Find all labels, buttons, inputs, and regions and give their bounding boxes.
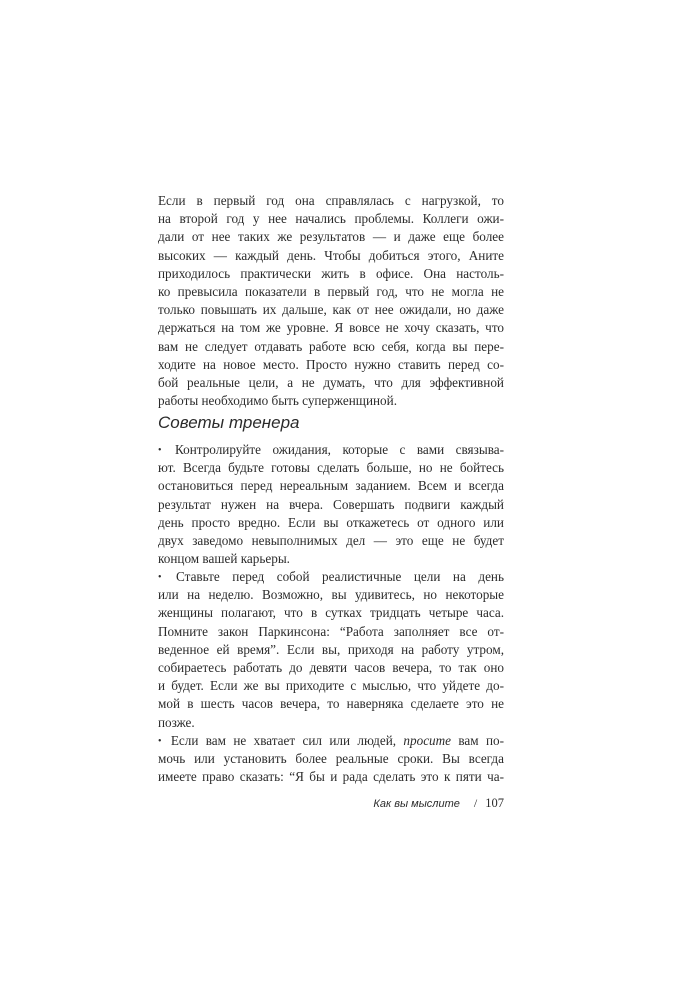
- tip-line: день просто вредно. Если вы откажетесь от одного или: [158, 514, 504, 530]
- footer-separator: /: [473, 796, 478, 810]
- tip-line: результат нужен на вчера. Совершать подвиги каждый: [158, 496, 504, 512]
- paragraph-line: на второй год у нее начались проблемы. Коллеги ожи-: [158, 211, 504, 227]
- tip-line: мой в шесть часов вечера, то наверняка сделаете это не: [158, 696, 504, 712]
- tip-text: вам по-: [451, 733, 504, 748]
- paragraph-line: высоких — каждый день. Чтобы добиться этого, Аните: [158, 247, 504, 263]
- tip-3: [158, 732, 504, 787]
- bullet-icon: •: [158, 736, 162, 747]
- running-head: Как вы мыслите: [373, 798, 460, 810]
- paragraph-line: работы необходимо быть суперженщиной.: [158, 393, 398, 409]
- tip-line: [158, 441, 504, 459]
- tip-line: [158, 568, 504, 586]
- tip-line: или на неделю. Возможно, вы удивитесь, но некоторые: [158, 587, 504, 603]
- page-number: 107: [485, 796, 504, 810]
- bullet-icon: •: [158, 445, 162, 456]
- tip-line: двух заведомо невыполнимых дел — это еще не будет: [158, 532, 504, 548]
- section-heading: Советы тренера: [158, 413, 300, 432]
- tip-line: и будет. Если же вы приходите с мыслью, что уйдете до-: [158, 678, 504, 694]
- tip-text: Ставьте перед собой реалистичные цели на день: [163, 569, 504, 584]
- paragraph-line: ходите на новое место. Просто нужно ставить перед со-: [158, 356, 504, 372]
- paragraph-line: вам не следует отдавать работе всю себя, когда вы пере-: [158, 338, 504, 354]
- paragraph-line: ко превысила показатели в первый год, что не могла не: [158, 283, 504, 299]
- bullet-icon: •: [158, 572, 162, 583]
- tip-2: [158, 568, 504, 732]
- tip-line: собираетесь работать до девяти часов вечера, то так оно: [158, 659, 504, 675]
- intro-paragraph: [158, 192, 504, 410]
- tip-line: позже.: [158, 714, 195, 730]
- paragraph-line: Если в первый год она справлялась с нагрузкой, то: [158, 193, 504, 208]
- tip-text: Если вам не хватает сил или людей,: [163, 733, 404, 748]
- paragraph-line: только повышать их дальше, как от нее ожидали, но даже: [158, 302, 504, 318]
- tip-line: мочь или установить более реальные сроки. Вы всегда: [158, 751, 504, 767]
- paragraph-line: приходилось практически жить в офисе. Она настоль-: [158, 265, 504, 281]
- paragraph-line: держаться на том же уровне. Я вовсе не хочу сказать, что: [158, 320, 504, 336]
- tip-line: концом вашей карьеры.: [158, 551, 290, 567]
- paragraph-line: дали от нее таких же результатов — и даже еще более: [158, 229, 504, 245]
- tip-1: [158, 441, 504, 568]
- tip-line: Помните закон Паркинсона: “Работа заполняет все от-: [158, 623, 504, 639]
- tip-line: имеете право сказать: “Я бы и рада сделать это к пяти ча-: [158, 769, 504, 785]
- page-footer: [300, 794, 504, 812]
- paragraph-line: бой реальные цели, а не думать, что для эффективной: [158, 374, 504, 390]
- tip-line: [158, 732, 504, 750]
- tip-line: ют. Всегда будьте готовы сделать больше, но не бойтесь: [158, 460, 504, 476]
- tip-line: женщины полагают, что в сутках тридцать четыре часа.: [158, 605, 504, 621]
- emphasis-word: просите: [403, 733, 452, 748]
- tip-text: Контролируйте ожидания, которые с вами связыва-: [163, 442, 504, 457]
- tip-line: остановиться перед нереальным заданием. Всем и всегда: [158, 478, 504, 494]
- tip-line: веденное ей время”. Если вы, приходя на работу утром,: [158, 641, 504, 657]
